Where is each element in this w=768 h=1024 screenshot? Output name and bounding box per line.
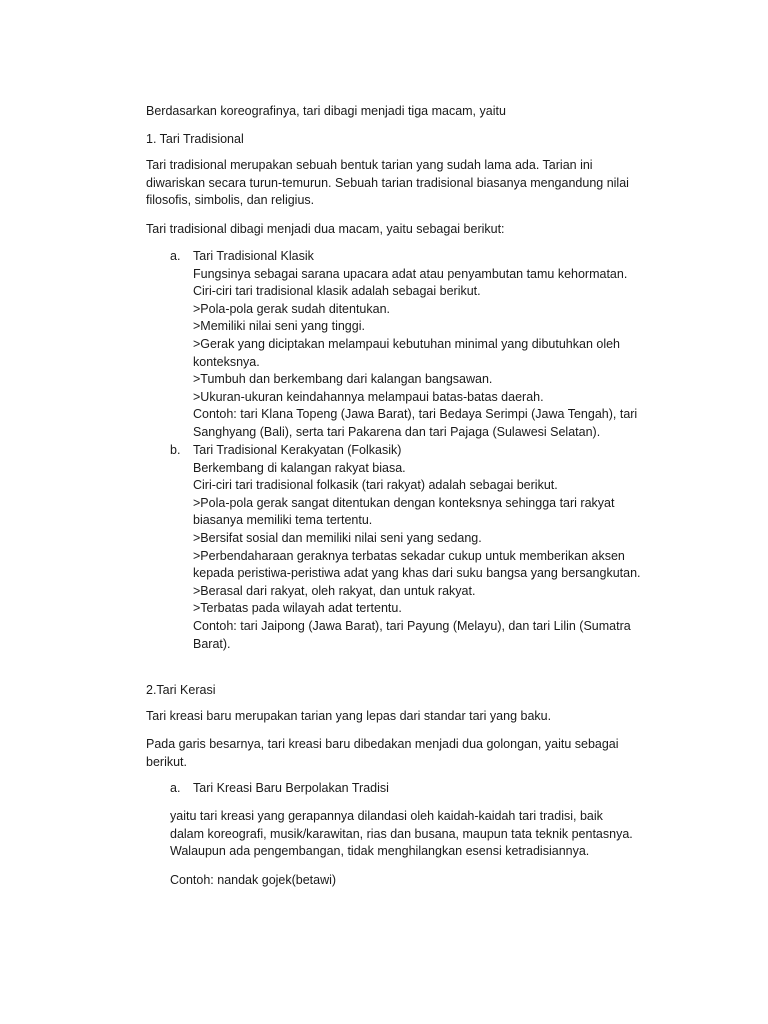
text-line: >Pola-pola gerak sudah ditentukan. <box>193 301 391 316</box>
list-item-title: Tari Tradisional Kerakyatan (Folkasik) <box>193 443 402 457</box>
list-item-tari-kreasi-baru-berpolakan-tradisi: Tari Kreasi Baru Berpolakan Tradisi <box>193 781 389 795</box>
text-line: >Terbatas pada wilayah adat tertentu. <box>193 601 402 616</box>
text-line: diwariskan secara turun-temurun. Sebuah tarian tradisional biasanya mengandung nilai <box>146 175 629 190</box>
example-text: Contoh: nandak gojek(betawi) <box>170 873 337 887</box>
list-marker-a: a. <box>170 781 181 795</box>
text-line: >Ukuran-ukuran keindahannya melampaui batas-batas daerah. <box>193 389 544 404</box>
text-line: kepada peristiwa-peristiwa adat yang khas dari suku bangsa yang bersangkutan. <box>193 566 641 581</box>
text-line: >Perbendaharaan geraknya terbatas sekadar cukup untuk memberikan aksen <box>193 548 625 563</box>
text-line: Pada garis besarnya, tari kreasi baru dibedakan menjadi dua golongan, yaitu sebagai <box>146 737 619 751</box>
text-line: >Pola-pola gerak sangat ditentukan dengan konteksnya sehingga tari rakyat <box>193 495 615 510</box>
text-line: berikut. <box>146 754 187 769</box>
text-line: Walaupun ada pengembangan, tidak menghilangkan esensi ketradisiannya. <box>170 844 590 859</box>
text-line: Ciri-ciri tari tradisional folkasik (tari rakyat) adalah sebagai berikut. <box>193 478 558 493</box>
list-marker-a: a. <box>170 249 181 263</box>
text-line: Sanghyang (Bali), serta tari Pakarena dan tari Pajaga (Sulawesi Selatan). <box>193 424 601 439</box>
text-line: >Gerak yang diciptakan melampaui kebutuhan minimal yang dibutuhkan oleh <box>193 336 621 351</box>
list-item-title: Tari Tradisional Klasik <box>193 249 314 263</box>
section-1-heading: 1. Tari Tradisional <box>146 132 244 146</box>
section-2-paragraph-2 <box>146 736 666 771</box>
text-line: >Bersifat sosial dan memiliki nilai seni yang sedang. <box>193 530 482 545</box>
text-line: Berkembang di kalangan rakyat biasa. <box>193 460 406 475</box>
intro-text: Berdasarkan koreografinya, tari dibagi menjadi tiga macam, yaitu <box>146 104 506 118</box>
text-line: Contoh: tari Jaipong (Jawa Barat), tari Payung (Melayu), dan tari Lilin (Sumatra <box>193 618 631 633</box>
text-line: Barat). <box>193 636 231 651</box>
list-marker-b: b. <box>170 443 181 457</box>
list-item-tari-tradisional-kerakyatan <box>193 442 663 653</box>
text-line: biasanya memiliki tema tertentu. <box>193 513 373 528</box>
text-line: Contoh: tari Klana Topeng (Jawa Barat), tari Bedaya Serimpi (Jawa Tengah), tari <box>193 407 638 422</box>
section-2-paragraph-1: Tari kreasi baru merupakan tarian yang lepas dari standar tari yang baku. <box>146 709 552 723</box>
text-line: >Tumbuh dan berkembang dari kalangan bangsawan. <box>193 372 493 387</box>
text-line: Ciri-ciri tari tradisional klasik adalah sebagai berikut. <box>193 284 481 299</box>
section-2-heading: 2.Tari Kerasi <box>146 683 216 697</box>
text-line: Tari tradisional merupakan sebuah bentuk tarian yang sudah lama ada. Tarian ini <box>146 158 593 172</box>
section-1-paragraph-1 <box>146 157 666 210</box>
text-line: filosofis, simbolis, dan religius. <box>146 193 315 208</box>
text-line: >Berasal dari rakyat, oleh rakyat, dan untuk rakyat. <box>193 583 476 598</box>
text-line: konteksnya. <box>193 354 260 369</box>
list-item-tari-tradisional-klasik <box>193 248 663 442</box>
section-1-paragraph-2: Tari tradisional dibagi menjadi dua macam, yaitu sebagai berikut: <box>146 222 505 236</box>
text-line: >Memiliki nilai seni yang tinggi. <box>193 319 365 334</box>
text-line: yaitu tari kreasi yang gerapannya dilandasi oleh kaidah-kaidah tari tradisi, baik <box>170 809 603 823</box>
text-line: dalam koreografi, musik/karawitan, rias dan busana, maupun tata teknik pentasnya. <box>170 826 633 841</box>
list-item-description <box>170 808 660 861</box>
text-line: Fungsinya sebagai sarana upacara adat atau penyambutan tamu kehormatan. <box>193 266 628 281</box>
